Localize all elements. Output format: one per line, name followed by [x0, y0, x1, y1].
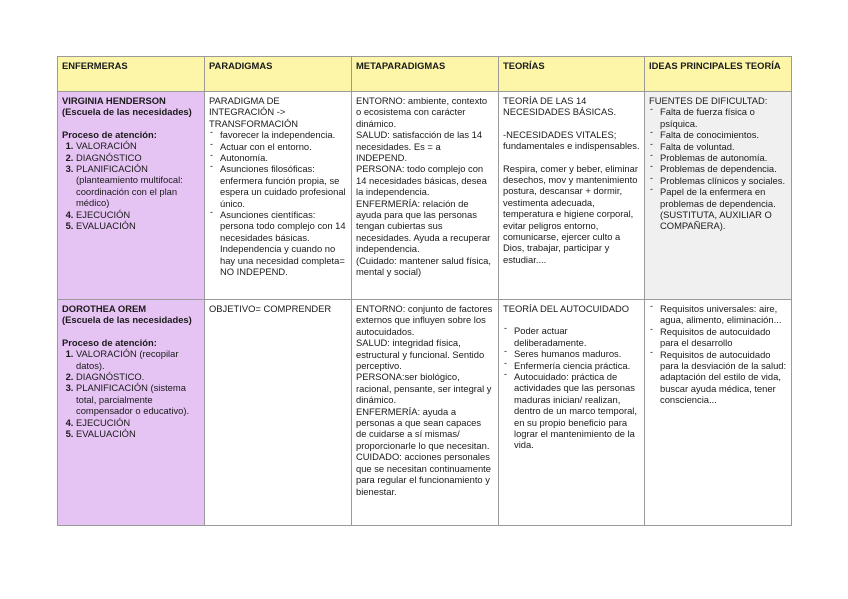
process-step: DIAGNÓSTICO.: [76, 371, 145, 383]
ideas-list: [649, 303, 787, 406]
metaparadigm-cell: ENTORNO: ambiente, contexto o ecosistema con carácter dinámico. SALUD: satisfacción de las 14 necesidades. Es = a INDEPEND. PERSONA: todo complejo con 14 necesidades básicas, desea la independencia. ENFERMERÍA: relación de ayuda para que las personas tengan cubiertas sus necesidades. Ayuda a recuperar independencia. (Cuidado: mantener salud física, mental y social): [352, 92, 499, 300]
process-step: PLANIFICACIÓN (planteamiento multifocal: coordinación con el plan médico): [76, 163, 183, 209]
list-item: - Autocuidado: práctica de actividades que las personas maduras inician/ realizan, dentro de un marco temporal, en su propio beneficio para lograr el mantenimiento de la vida.: [514, 371, 640, 451]
ideas-cell: [645, 300, 792, 526]
metaparadigm-cell: ENTORNO: conjunto de factores externos que influyen sobre los autocuidados. SALUD: integridad física, estructural y funcional. Sentido perceptivo. PERSONA:ser biológico, racional, pensante, ser integral y dinámico. ENFERMERÍA: ayuda a personas a que sean capaces de cuidarse a sí mismas/ proporcionarle lo que necesitan. CUIDADO: acciones personales que se necesitan continuamente para regular el funcionamiento y bienestar.: [352, 300, 499, 526]
list-item: - Falta de conocimientos.: [660, 129, 787, 140]
theory-title: TEORÍA DE LAS 14 NECESIDADES BÁSICAS.: [503, 95, 617, 118]
theory-detail: Respira, comer y beber, eliminar desechos, mov y mantenimiento postura, descansar + dormir, vestimenta adecuada, temperatura e higiene corporal, evitar peligros entorno, comunicarse, ejercer culto a Dios, trabajar, participar y estudiar....: [503, 162, 638, 265]
nurse-name: VIRGINIA HENDERSON: [62, 95, 166, 106]
list-item: - Falta de fuerza física o psíquica.: [660, 106, 787, 129]
process-title: Proceso de atención:: [62, 128, 157, 140]
paradigm-cell: [205, 92, 352, 300]
list-item: - Asunciones científicas: persona todo complejo con 14 necesidades básicas. Independencia y cuando no hay una necesidad completa= NO INDEPEND.: [220, 209, 347, 277]
ideas-cell: [645, 92, 792, 300]
ideas-list: [649, 106, 787, 231]
nursing-theories-table: [57, 56, 792, 526]
header-enfermeras: ENFERMERAS: [58, 57, 205, 92]
nurse-cell: [58, 300, 205, 526]
theory-subtitle: -NECESIDADES VITALES; fundamentales e indispensables.: [503, 128, 640, 152]
table-row: [58, 300, 792, 526]
process-title: Proceso de atención:: [62, 336, 157, 348]
ideas-title: FUENTES DE DIFICULTAD:: [649, 95, 768, 106]
list-item: - Requisitos de autocuidado para el desarrollo: [660, 326, 787, 349]
list-item: - Poder actuar deliberadamente.: [514, 325, 640, 348]
process-step: VALORACIÓN: [76, 140, 137, 152]
list-item: - Actuar con el entorno.: [220, 141, 347, 152]
list-item: - Problemas clínicos y sociales.: [660, 175, 787, 186]
list-item: - Asunciones filosóficas: enfermera función propia, se espera un cuidado profesional único.: [220, 163, 347, 209]
paradigm-title: PARADIGMA DE INTEGRACIÓN -> TRANSFORMACIÓN: [209, 95, 299, 129]
header-paradigmas: PARADIGMAS: [205, 57, 352, 92]
header-metaparadigmas: METAPARADIGMAS: [352, 57, 499, 92]
header-teorias: TEORÍAS: [499, 57, 645, 92]
theory-list: [503, 325, 640, 450]
nurse-name: DOROTHEA OREM: [62, 303, 147, 314]
list-item: - Problemas de dependencia.: [660, 163, 787, 174]
nurse-school: (Escuela de las necesidades): [62, 314, 192, 326]
process-step: PLANIFICACIÓN (sistema total, parcialmente compensador o educativo).: [76, 382, 190, 417]
theory-cell: [499, 300, 645, 526]
theory-cell: [499, 92, 645, 300]
list-item: - Papel de la enfermera en problemas de dependencia. (SUSTITUTA, AUXILIAR O COMPAÑERA).: [660, 186, 787, 232]
nurse-cell: [58, 92, 205, 300]
process-steps: [62, 140, 200, 231]
process-step: VALORACIÓN (recopilar datos).: [76, 348, 179, 371]
process-step: EVALUACIÓN: [76, 220, 136, 232]
paradigm-cell: [205, 300, 352, 526]
list-item: - Requisitos de autocuidado para la desviación de la salud: adaptación del estilo de vida, buscar ayuda médica, tener consciencia...: [660, 349, 787, 406]
list-item: - Autonomía.: [220, 152, 347, 163]
list-item: - Problemas de autonomía.: [660, 152, 787, 163]
nurse-school: (Escuela de las necesidades): [62, 106, 192, 118]
process-step: EJECUCIÓN: [76, 416, 131, 428]
theory-title: TEORÍA DEL AUTOCUIDADO: [503, 303, 630, 314]
list-item: - Falta de voluntad.: [660, 141, 787, 152]
list-item: - Requisitos universales: aire, agua, alimento, eliminación...: [660, 303, 787, 326]
list-item: - favorecer la independencia.: [220, 129, 347, 140]
process-steps: [62, 348, 200, 439]
list-item: - Enfermería ciencia práctica.: [514, 360, 640, 371]
process-step: DIAGNÓSTICO: [76, 151, 142, 163]
process-step: EVALUACIÓN: [76, 428, 136, 440]
paradigm-list: [209, 129, 347, 277]
header-ideas: IDEAS PRINCIPALES TEORÍA: [645, 57, 792, 92]
header-row: [58, 57, 792, 92]
process-step: EJECUCIÓN: [76, 208, 131, 220]
list-item: - Seres humanos maduros.: [514, 348, 640, 359]
paradigm-text: OBJETIVO= COMPRENDER: [209, 303, 332, 314]
table-row: [58, 92, 792, 300]
